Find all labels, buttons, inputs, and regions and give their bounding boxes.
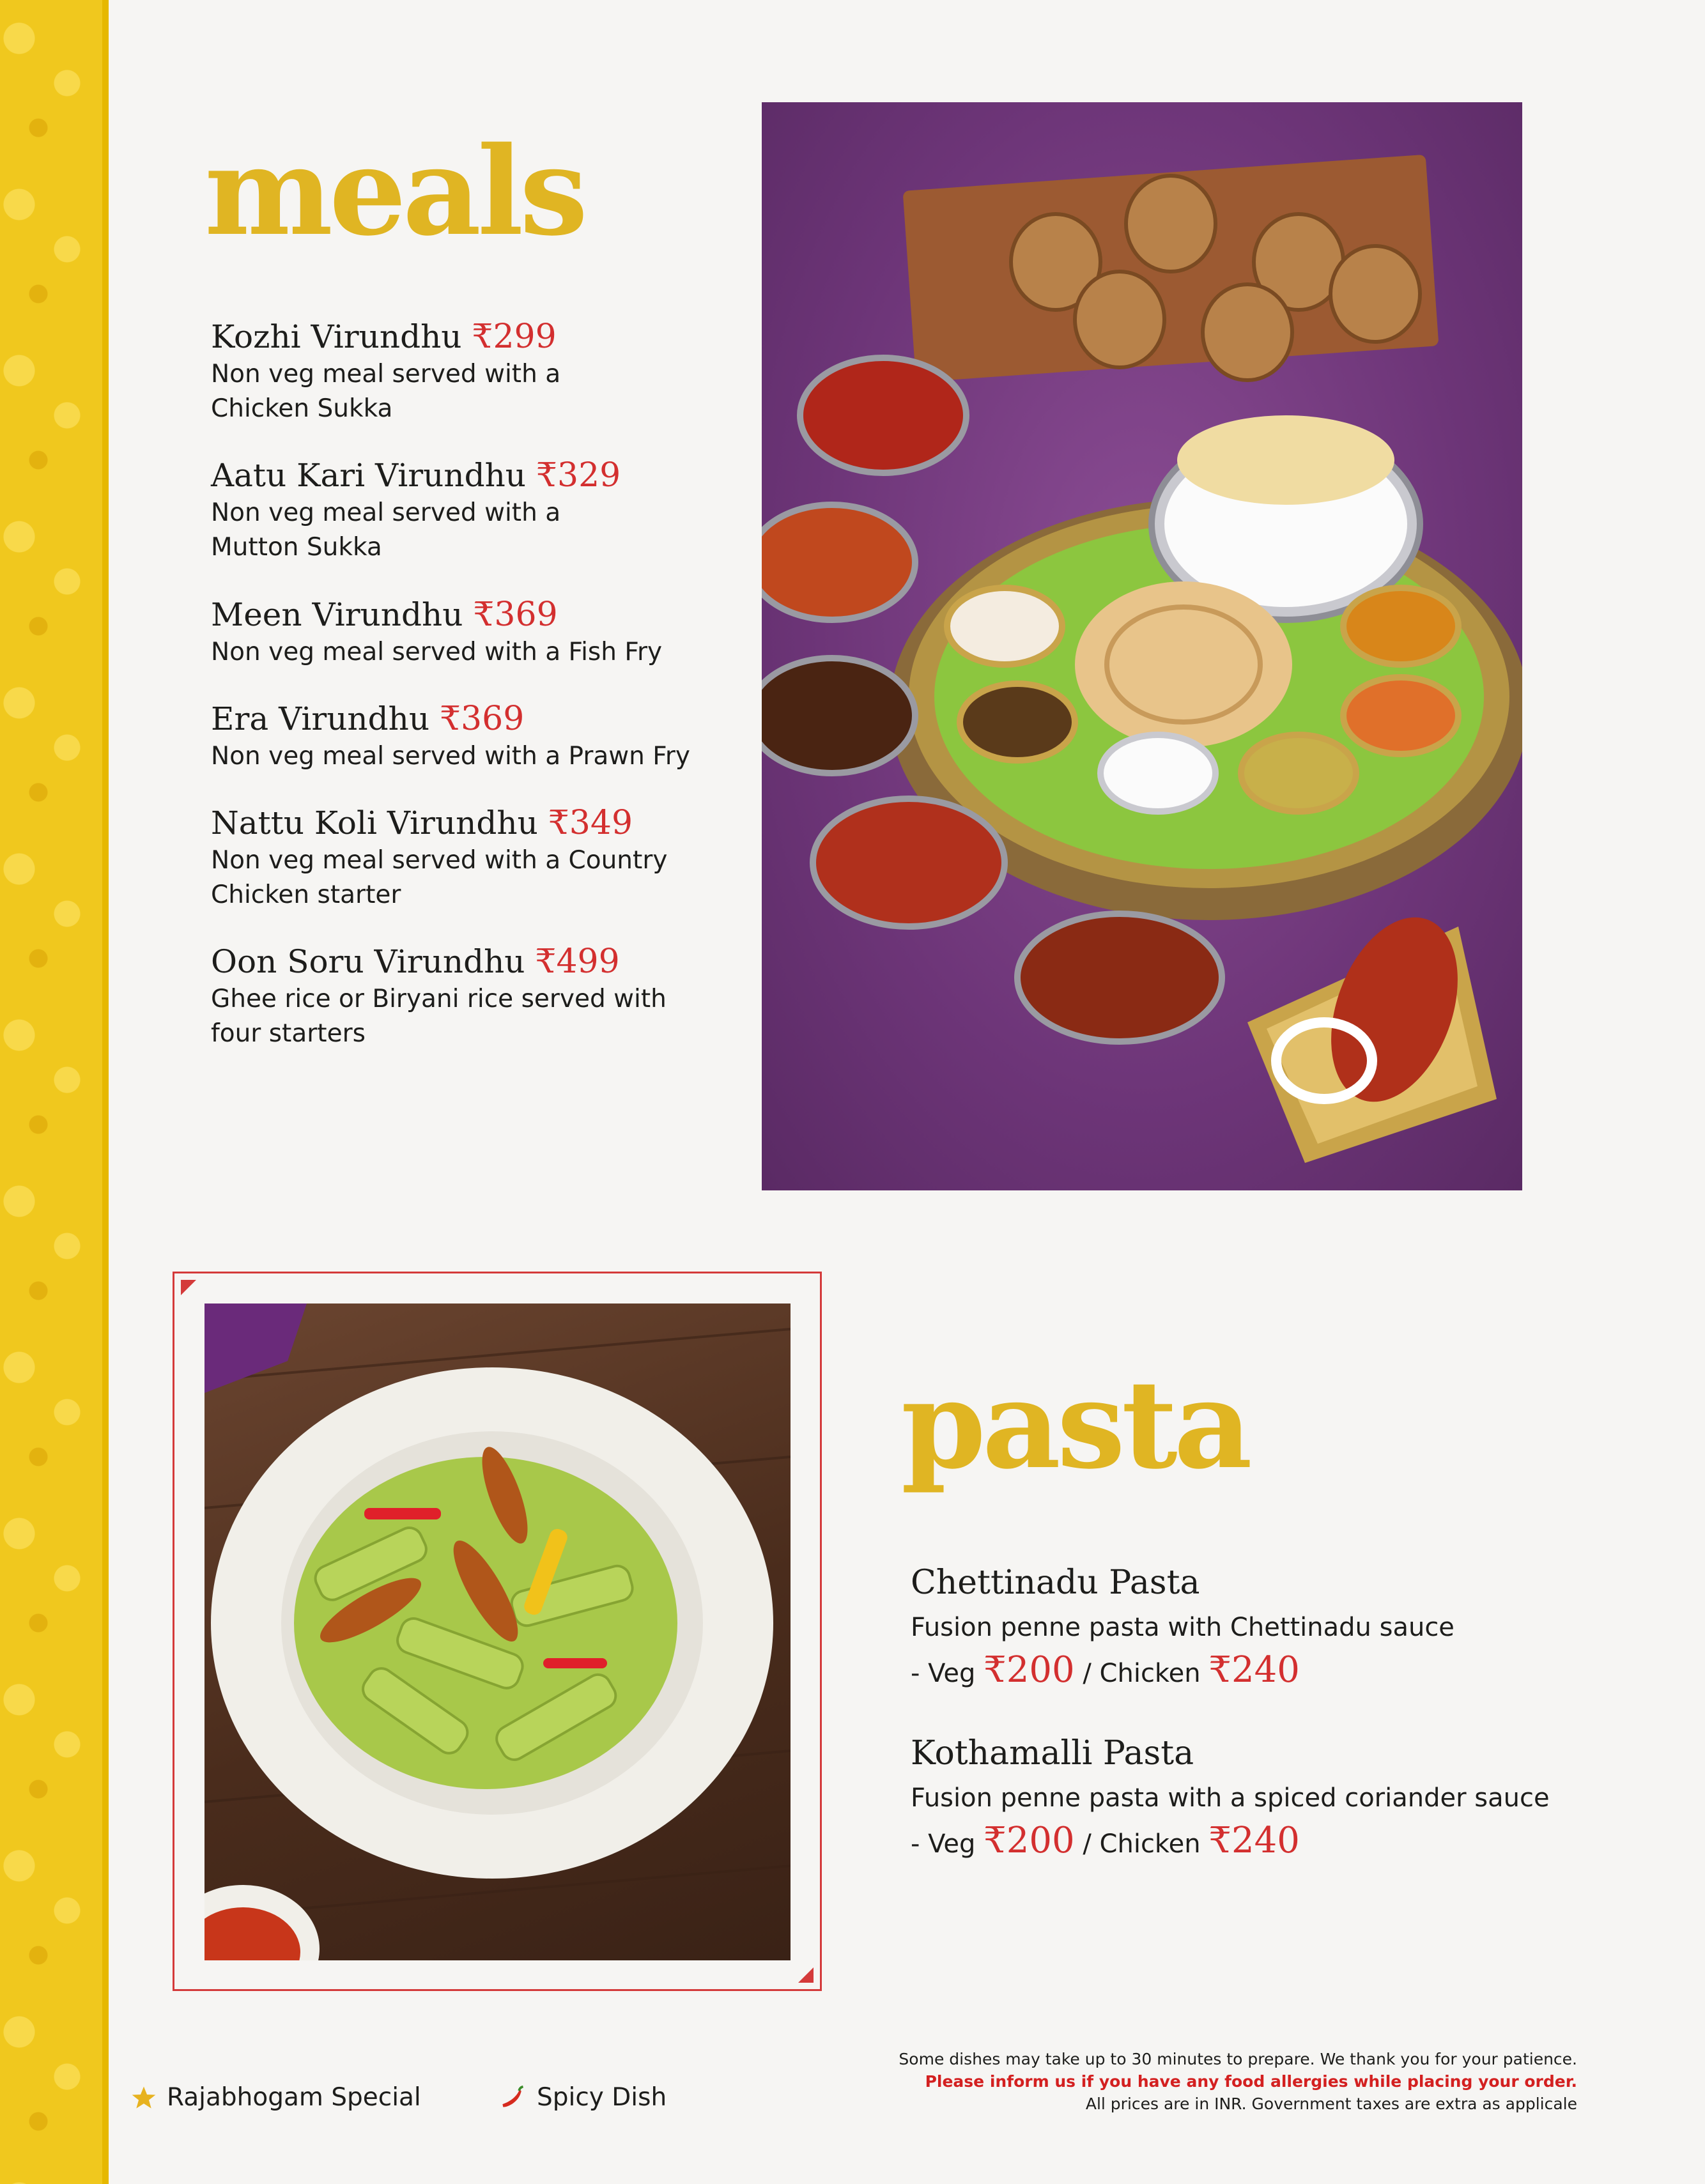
thali-illustration <box>762 102 1522 1190</box>
item-description-line: Non veg meal served with a <box>211 360 561 388</box>
item-description-line: Chicken Sukka <box>211 394 393 423</box>
item-price: ₹349 <box>548 804 633 842</box>
item-description <box>211 739 697 774</box>
legend-label: Rajabhogam Special <box>167 2083 421 2112</box>
item-name: Oon Soru Virundhu <box>211 943 525 980</box>
legend-label: Spicy Dish <box>537 2083 667 2112</box>
item-description <box>211 496 697 565</box>
price-separator: / <box>1074 1659 1100 1688</box>
menu-item-oon-soru-virundhu <box>211 941 697 1051</box>
item-description <box>211 357 697 426</box>
item-price: ₹499 <box>535 942 620 981</box>
item-name-line <box>211 455 697 496</box>
legend-rajabhogam-special <box>131 2083 421 2112</box>
menu-item-nattu-koli-virundhu <box>211 803 697 912</box>
item-description-line: Non veg meal served with a Fish Fry <box>211 638 663 666</box>
price-variants <box>911 1819 1646 1866</box>
item-description-line: four starters <box>211 1019 366 1048</box>
menu-item-kothamalli-pasta <box>911 1733 1646 1866</box>
price-variants <box>911 1648 1646 1696</box>
item-price: ₹299 <box>472 318 557 356</box>
menu-item-era-virundhu <box>211 698 697 774</box>
item-name: Nattu Koli Virundhu <box>211 804 538 842</box>
item-name: Meen Virundhu <box>211 596 463 633</box>
item-description-line: Ghee rice or Biryani rice served with <box>211 985 667 1013</box>
item-description-line: Non veg meal served with a <box>211 498 561 527</box>
item-description: Fusion penne pasta with a spiced coriander sauce <box>911 1783 1550 1813</box>
veg-label: - Veg <box>911 1829 984 1859</box>
pasta-illustration <box>204 1303 791 1960</box>
chicken-label: Chicken <box>1099 1829 1209 1859</box>
veg-label: - Veg <box>911 1659 984 1688</box>
chicken-label: Chicken <box>1099 1659 1209 1688</box>
veg-price: ₹200 <box>984 1820 1075 1861</box>
chili-icon <box>498 2084 527 2112</box>
meals-heading: meals <box>204 120 585 263</box>
menu-item-kozhi-virundhu <box>211 316 697 426</box>
chicken-price: ₹240 <box>1208 1649 1300 1691</box>
item-description-line: Chicken starter <box>211 881 401 909</box>
item-name: Kothamalli Pasta <box>911 1734 1194 1773</box>
item-name: Kozhi Virundhu <box>211 318 462 355</box>
chicken-price: ₹240 <box>1208 1820 1300 1861</box>
item-price: ₹369 <box>439 700 525 738</box>
menu-item-aatu-kari-virundhu <box>211 455 697 565</box>
star-icon <box>131 2085 157 2111</box>
legend-spicy-dish <box>498 2083 667 2112</box>
pasta-dish-photo <box>204 1303 791 1960</box>
footer-price-note: All prices are in INR. Government taxes are extra as applicale <box>1085 2095 1577 2113</box>
item-name: Aatu Kari Virundhu <box>211 457 526 494</box>
item-name-line <box>211 941 697 982</box>
veg-price: ₹200 <box>984 1649 1075 1691</box>
footer-prep-time-note: Some dishes may take up to 30 minutes to prepare. We thank you for your patience. <box>899 2050 1577 2068</box>
footer-notes <box>899 2048 1577 2115</box>
footer-allergy-warning: Please inform us if you have any food allergies while placing your order. <box>925 2072 1577 2091</box>
corner-ornament-icon <box>797 1966 815 1984</box>
decorative-border-strip <box>0 0 109 2184</box>
item-description-line: Mutton Sukka <box>211 533 382 562</box>
item-name: Chettinadu Pasta <box>911 1564 1200 1602</box>
corner-ornament-icon <box>180 1279 197 1296</box>
price-separator: / <box>1074 1829 1100 1859</box>
thali-meal-photo <box>762 102 1522 1190</box>
menu-item-chettinadu-pasta <box>911 1562 1646 1696</box>
item-description <box>211 843 697 912</box>
menu-item-meen-virundhu <box>211 594 697 670</box>
item-name-line <box>211 803 697 843</box>
item-description-line: Non veg meal served with a Prawn Fry <box>211 742 690 771</box>
pasta-heading: pasta <box>901 1353 1249 1496</box>
item-description: Fusion penne pasta with Chettinadu sauce <box>911 1613 1454 1642</box>
item-price: ₹369 <box>473 596 558 634</box>
item-description <box>211 982 697 1051</box>
item-price: ₹329 <box>536 456 621 495</box>
item-name-line <box>211 316 697 357</box>
item-name: Era Virundhu <box>211 700 430 737</box>
item-name-line <box>211 698 697 739</box>
item-description-line: Non veg meal served with a Country <box>211 846 668 875</box>
item-name-line <box>211 594 697 635</box>
item-description <box>211 635 697 670</box>
